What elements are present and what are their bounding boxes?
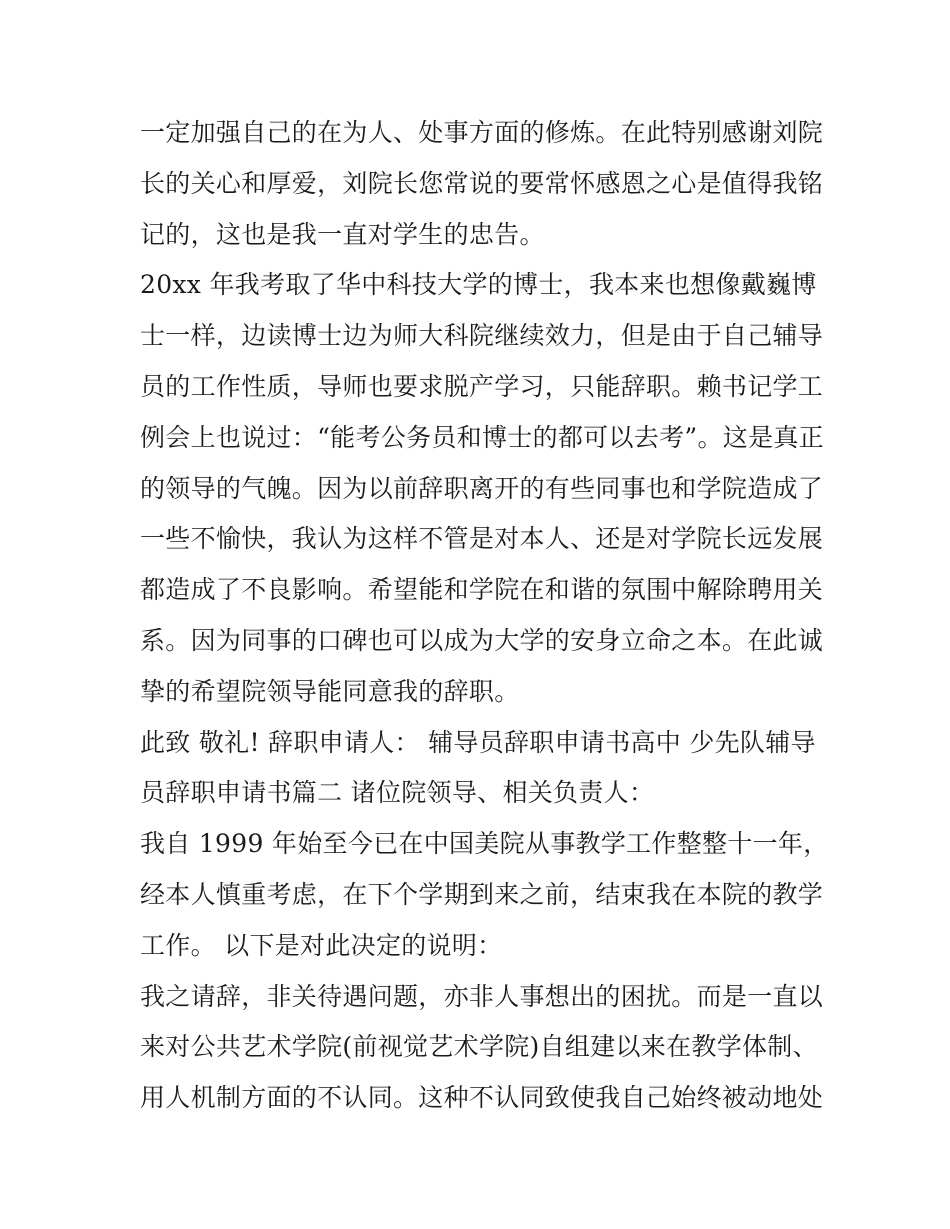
text-line: 的领导的气魄。因为以前辞职离开的有些同事也和学院造成了 <box>140 473 824 503</box>
document-body-text <box>140 108 829 1124</box>
text-line: 员的工作性质，导师也要求脱产学习，只能辞职。赖书记学工 <box>140 371 824 401</box>
text-line: 员辞职申请书篇二 诸位院领导、相关负责人： <box>140 778 655 808</box>
text-line: 长的关心和厚爱，刘院长您常说的要常怀感恩之心是值得我铭 <box>140 168 824 198</box>
text-line: 来对公共艺术学院(前视觉艺术学院)自组建以来在教学体制、 <box>140 1032 818 1062</box>
text-line: 挚的希望院领导能同意我的辞职。 <box>140 676 520 706</box>
text-line: 经本人慎重考虑，在下个学期到来之前，结束我在本院的教学 <box>140 879 824 909</box>
text-line: 20xx 年我考取了华中科技大学的博士，我本来也想像戴巍博 <box>140 270 817 300</box>
text-line: 士一样，边读博士边为师大科院继续效力，但是由于自己辅导 <box>140 321 824 351</box>
text-line: 系。因为同事的口碑也可以成为大学的安身立命之本。在此诚 <box>140 625 824 655</box>
text-line: 例会上也说过：“能考公务员和博士的都可以去考”。这是真正 <box>140 422 824 452</box>
text-line: 此致 敬礼! 辞职申请人： 辅导员辞职申请书高中 少先队辅导 <box>140 727 816 757</box>
text-line: 都造成了不良影响。希望能和学院在和谐的氛围中解除聘用关 <box>140 575 824 605</box>
text-line: 我自 1999 年始至今已在中国美院从事教学工作整整十一年， <box>140 829 829 859</box>
text-line: 用人机制方面的不认同。这种不认同致使我自己始终被动地处 <box>140 1083 824 1113</box>
text-line: 我之请辞，非关待遇问题，亦非人事想出的困扰。而是一直以 <box>140 981 824 1011</box>
text-line: 一定加强自己的在为人、处事方面的修炼。在此特别感谢刘院 <box>140 118 824 147</box>
text-line: 工作。 以下是对此决定的说明： <box>140 930 503 960</box>
text-line: 一些不愉快，我认为这样不管是对本人、还是对学院长远发展 <box>140 524 824 554</box>
text-line: 记的，这也是我一直对学生的忠告。 <box>140 219 545 249</box>
